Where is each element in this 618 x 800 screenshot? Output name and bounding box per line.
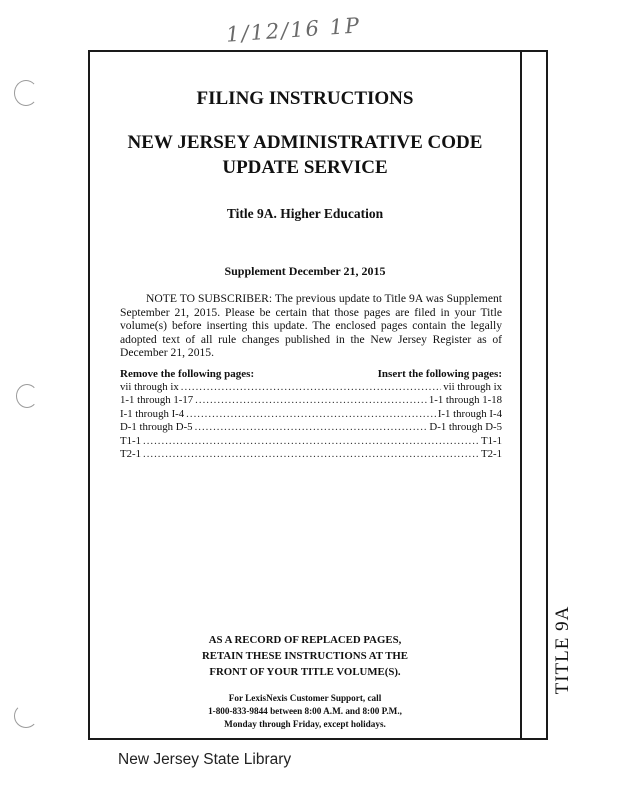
record-notice (90, 632, 520, 680)
table-row (120, 448, 502, 461)
title-label: Title 9A. Higher Education (226, 206, 384, 221)
binder-hole-top (14, 80, 38, 106)
support-line-1: For LexisNexis Customer Support, call (228, 693, 382, 703)
insert-range: D-1 through D-5 (429, 421, 502, 434)
spine-divider (520, 52, 522, 738)
record-notice-line-1: AS A RECORD OF REPLACED PAGES, (208, 634, 402, 646)
remove-pages-header: Remove the following pages: (120, 368, 255, 380)
remove-range: 1-1 through 1-17 (120, 394, 194, 407)
dot-leader (143, 435, 479, 447)
dot-leader (195, 421, 428, 433)
dot-leader (143, 448, 479, 460)
insert-range: I-1 through I-4 (437, 407, 502, 420)
library-stamp: New Jersey State Library (118, 751, 292, 768)
note-to-subscriber: NOTE TO SUBSCRIBER: The previous update to Title 9A was Supplement September 21, 2015. Please be certain that those pages are filed in your Title volume(s) before inserting this update. The enclosed pages contain the legally adopted text of all rule changes published in the New Jersey Register as of December 21, 2015. (120, 292, 502, 360)
record-notice-line-3: FRONT OF YOUR TITLE VOLUME(S). (209, 666, 401, 678)
instructions-panel (90, 52, 520, 738)
remove-range: I-1 through I-4 (120, 407, 185, 420)
insert-range: vii through ix (443, 381, 502, 393)
table-row (120, 435, 502, 448)
support-line-2: 1-800-833-9844 between 8:00 A.M. and 8:00 P.M., (208, 706, 402, 716)
remove-range: T1-1 (120, 434, 141, 447)
insert-range: 1-1 through 1-18 (428, 394, 502, 407)
support-line-3: Monday through Friday, except holidays. (224, 719, 386, 729)
record-notice-line-2: RETAIN THESE INSTRUCTIONS AT THE (201, 650, 408, 662)
spine-label: TITLE 9A (552, 605, 573, 695)
table-row (120, 381, 502, 394)
code-title-line-2: UPDATE SERVICE (222, 157, 388, 178)
dot-leader (181, 381, 441, 393)
dot-leader (195, 394, 427, 406)
supplement-date: Supplement December 21, 2015 (224, 264, 386, 278)
document-frame (88, 50, 573, 740)
table-row (120, 394, 502, 407)
customer-support-info (90, 692, 520, 731)
page-title: FILING INSTRUCTIONS (196, 88, 414, 109)
pages-table (120, 381, 502, 461)
handwritten-date-annotation: 1/12/16 1P (225, 13, 362, 47)
table-row (120, 408, 502, 421)
remove-range: D-1 through D-5 (120, 421, 193, 434)
code-title-line-1: NEW JERSEY ADMINISTRATIVE CODE (127, 132, 483, 153)
code-title (90, 130, 520, 180)
binder-hole-bottom (14, 704, 38, 728)
insert-range: T2-1 (481, 447, 502, 460)
table-row (120, 421, 502, 434)
insert-pages-header: Insert the following pages: (377, 368, 502, 380)
remove-range: T2-1 (120, 447, 141, 460)
remove-range: vii through ix (120, 381, 179, 393)
insert-range: T1-1 (481, 434, 502, 447)
dot-leader (186, 408, 436, 420)
binder-hole-middle (16, 384, 38, 408)
